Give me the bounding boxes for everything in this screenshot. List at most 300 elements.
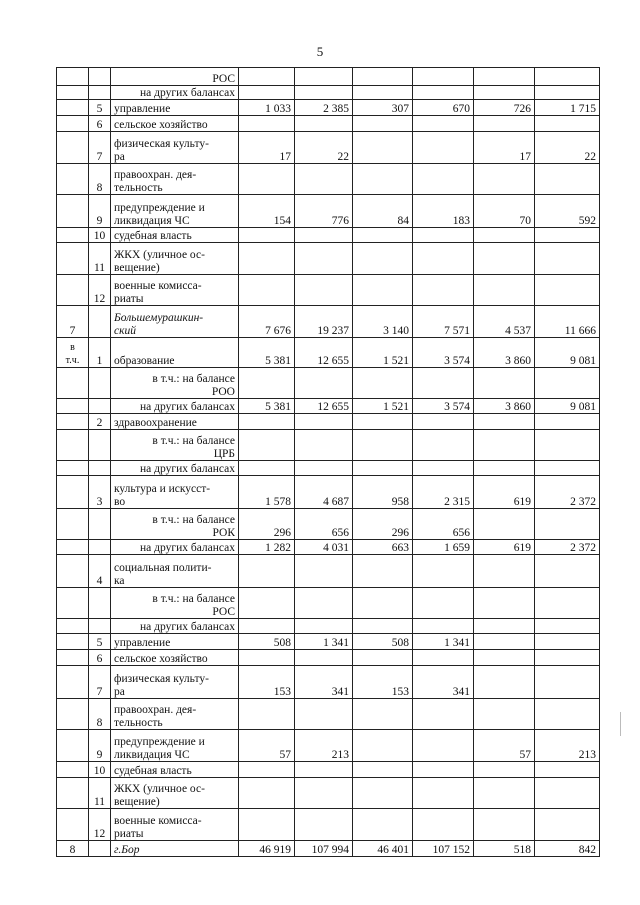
- value-cell: 154: [239, 195, 295, 228]
- table-row: [57, 338, 600, 368]
- row-item-number: 5: [89, 100, 111, 116]
- value-cell: [413, 116, 474, 132]
- value-cell: [295, 588, 353, 619]
- value-cell: [535, 555, 600, 588]
- value-cell: 592: [535, 195, 600, 228]
- value-cell: [295, 809, 353, 841]
- value-cell: 1 282: [239, 540, 295, 555]
- table-row: [57, 414, 600, 430]
- value-cell: [474, 368, 535, 399]
- value-cell: [353, 809, 413, 841]
- value-cell: [413, 68, 474, 86]
- value-cell: 4 687: [295, 476, 353, 509]
- table-row: [57, 762, 600, 778]
- row-item-number: 11: [89, 778, 111, 809]
- row-item-number: [89, 399, 111, 414]
- row-group-number: [57, 634, 89, 650]
- value-cell: 22: [295, 132, 353, 164]
- value-cell: [295, 555, 353, 588]
- value-cell: [474, 430, 535, 461]
- table-row: [57, 730, 600, 762]
- table-row: [57, 116, 600, 132]
- row-item-number: 4: [89, 555, 111, 588]
- value-cell: [353, 619, 413, 634]
- row-group-number: [57, 68, 89, 86]
- value-cell: [353, 762, 413, 778]
- row-group-number: [57, 195, 89, 228]
- value-cell: [535, 275, 600, 306]
- row-item-number: [89, 588, 111, 619]
- value-cell: [474, 243, 535, 275]
- row-label: управление: [111, 100, 239, 116]
- value-cell: 84: [353, 195, 413, 228]
- row-item-number: 8: [89, 699, 111, 730]
- value-cell: 5 381: [239, 338, 295, 368]
- table-row: [57, 243, 600, 275]
- row-item-number: 5: [89, 634, 111, 650]
- value-cell: [413, 588, 474, 619]
- value-cell: 656: [413, 509, 474, 540]
- value-cell: 2 372: [535, 540, 600, 555]
- row-item-number: 1: [89, 338, 111, 368]
- value-cell: [535, 228, 600, 243]
- value-cell: [353, 275, 413, 306]
- value-cell: [535, 243, 600, 275]
- value-cell: [474, 509, 535, 540]
- value-cell: [239, 555, 295, 588]
- row-label: правоохран. дея- тельность: [111, 699, 239, 730]
- value-cell: [295, 430, 353, 461]
- value-cell: [474, 164, 535, 195]
- value-cell: [413, 555, 474, 588]
- row-item-number: 10: [89, 228, 111, 243]
- value-cell: 213: [535, 730, 600, 762]
- row-label: в т.ч.: на балансе РОС: [111, 588, 239, 619]
- value-cell: 3 574: [413, 338, 474, 368]
- value-cell: [239, 461, 295, 476]
- value-cell: [413, 809, 474, 841]
- value-cell: 1 341: [413, 634, 474, 650]
- value-cell: [295, 243, 353, 275]
- value-cell: 1 521: [353, 338, 413, 368]
- row-item-number: 11: [89, 243, 111, 275]
- table-row: [57, 100, 600, 116]
- value-cell: 2 315: [413, 476, 474, 509]
- table-row: [57, 195, 600, 228]
- row-label: физическая культу- ра: [111, 132, 239, 164]
- value-cell: [295, 116, 353, 132]
- value-cell: 17: [474, 132, 535, 164]
- value-cell: 9 081: [535, 338, 600, 368]
- row-label: культура и искусст- во: [111, 476, 239, 509]
- value-cell: 3 860: [474, 399, 535, 414]
- value-cell: 518: [474, 841, 535, 857]
- value-cell: 12 655: [295, 338, 353, 368]
- row-label: ЖКХ (уличное ос- вещение): [111, 778, 239, 809]
- row-label: на других балансах: [111, 399, 239, 414]
- row-group-number: [57, 809, 89, 841]
- row-item-number: [89, 619, 111, 634]
- row-label: на других балансах: [111, 540, 239, 555]
- row-label: военные комисса- риаты: [111, 809, 239, 841]
- row-group-number: [57, 414, 89, 430]
- table-row: [57, 86, 600, 100]
- row-label: г.Бор: [111, 841, 239, 857]
- value-cell: [239, 368, 295, 399]
- value-cell: [239, 243, 295, 275]
- table-row: [57, 430, 600, 461]
- value-cell: [353, 778, 413, 809]
- value-cell: [295, 275, 353, 306]
- value-cell: [295, 619, 353, 634]
- budget-table: [56, 67, 600, 857]
- table-row: [57, 399, 600, 414]
- row-item-number: 2: [89, 414, 111, 430]
- value-cell: [353, 588, 413, 619]
- value-cell: [535, 778, 600, 809]
- value-cell: [239, 414, 295, 430]
- value-cell: [535, 666, 600, 699]
- value-cell: [295, 778, 353, 809]
- value-cell: 4 537: [474, 306, 535, 338]
- value-cell: [474, 619, 535, 634]
- page-number: 5: [316, 44, 324, 59]
- value-cell: 341: [413, 666, 474, 699]
- value-cell: 1 659: [413, 540, 474, 555]
- value-cell: 183: [413, 195, 474, 228]
- value-cell: 4 031: [295, 540, 353, 555]
- value-cell: [413, 762, 474, 778]
- row-item-number: [89, 368, 111, 399]
- value-cell: [413, 778, 474, 809]
- row-label: сельское хозяйство: [111, 116, 239, 132]
- value-cell: [413, 164, 474, 195]
- table-row: [57, 275, 600, 306]
- row-group-number: [57, 699, 89, 730]
- value-cell: [535, 588, 600, 619]
- value-cell: [474, 68, 535, 86]
- value-cell: 57: [474, 730, 535, 762]
- value-cell: [295, 414, 353, 430]
- row-group-number: [57, 116, 89, 132]
- row-item-number: [89, 540, 111, 555]
- row-item-number: 6: [89, 650, 111, 666]
- value-cell: [474, 116, 535, 132]
- row-label: судебная власть: [111, 762, 239, 778]
- value-cell: [353, 650, 413, 666]
- table-row: [57, 68, 600, 86]
- row-group-number: [57, 509, 89, 540]
- row-group-number: [57, 650, 89, 666]
- row-group-number: [57, 430, 89, 461]
- row-group-number: в т.ч.: [57, 338, 89, 368]
- value-cell: 70: [474, 195, 535, 228]
- row-group-number: [57, 540, 89, 555]
- value-cell: [353, 86, 413, 100]
- margin-mark: [620, 712, 621, 736]
- table-row: [57, 699, 600, 730]
- value-cell: [295, 164, 353, 195]
- value-cell: 17: [239, 132, 295, 164]
- table-body: [57, 68, 600, 857]
- value-cell: [474, 414, 535, 430]
- value-cell: [353, 414, 413, 430]
- value-cell: [239, 778, 295, 809]
- value-cell: [535, 634, 600, 650]
- row-label: предупреждение и ликвидация ЧС: [111, 730, 239, 762]
- row-item-number: [89, 68, 111, 86]
- value-cell: [295, 699, 353, 730]
- value-cell: 7 571: [413, 306, 474, 338]
- value-cell: [474, 699, 535, 730]
- table-row: [57, 540, 600, 555]
- value-cell: [413, 132, 474, 164]
- value-cell: [353, 243, 413, 275]
- value-cell: 2 372: [535, 476, 600, 509]
- value-cell: [239, 275, 295, 306]
- row-item-number: 12: [89, 809, 111, 841]
- value-cell: 22: [535, 132, 600, 164]
- row-group-number: [57, 762, 89, 778]
- value-cell: [413, 243, 474, 275]
- value-cell: 11 666: [535, 306, 600, 338]
- row-label: на других балансах: [111, 86, 239, 100]
- row-item-number: 8: [89, 164, 111, 195]
- value-cell: [535, 414, 600, 430]
- value-cell: 619: [474, 540, 535, 555]
- value-cell: [474, 588, 535, 619]
- value-cell: 341: [295, 666, 353, 699]
- row-item-number: 7: [89, 132, 111, 164]
- value-cell: [474, 461, 535, 476]
- value-cell: 57: [239, 730, 295, 762]
- value-cell: [413, 368, 474, 399]
- row-group-number: [57, 666, 89, 699]
- value-cell: 153: [239, 666, 295, 699]
- value-cell: [239, 116, 295, 132]
- row-group-number: [57, 164, 89, 195]
- row-label: здравоохранение: [111, 414, 239, 430]
- value-cell: [239, 86, 295, 100]
- value-cell: [353, 699, 413, 730]
- row-label: правоохран. дея- тельность: [111, 164, 239, 195]
- value-cell: [239, 228, 295, 243]
- value-cell: [353, 461, 413, 476]
- value-cell: [535, 619, 600, 634]
- value-cell: [474, 778, 535, 809]
- value-cell: [239, 588, 295, 619]
- row-label: в т.ч.: на балансе ЦРБ: [111, 430, 239, 461]
- value-cell: [413, 619, 474, 634]
- value-cell: [353, 730, 413, 762]
- row-group-number: [57, 275, 89, 306]
- table-row: [57, 228, 600, 243]
- table-row: [57, 509, 600, 540]
- table-row: [57, 476, 600, 509]
- value-cell: [295, 762, 353, 778]
- row-group-number: [57, 778, 89, 809]
- value-cell: 153: [353, 666, 413, 699]
- value-cell: [353, 164, 413, 195]
- row-label: в т.ч.: на балансе РОК: [111, 509, 239, 540]
- value-cell: [535, 650, 600, 666]
- value-cell: 1 578: [239, 476, 295, 509]
- value-cell: [535, 430, 600, 461]
- value-cell: 1 521: [353, 399, 413, 414]
- value-cell: [535, 116, 600, 132]
- value-cell: [535, 368, 600, 399]
- row-group-number: [57, 399, 89, 414]
- value-cell: [353, 132, 413, 164]
- table-row: [57, 368, 600, 399]
- row-label: судебная власть: [111, 228, 239, 243]
- row-item-number: 10: [89, 762, 111, 778]
- row-item-number: [89, 430, 111, 461]
- value-cell: 619: [474, 476, 535, 509]
- value-cell: [535, 809, 600, 841]
- row-label: на других балансах: [111, 461, 239, 476]
- value-cell: [535, 86, 600, 100]
- row-label: РОС: [111, 68, 239, 86]
- value-cell: [413, 461, 474, 476]
- value-cell: [413, 86, 474, 100]
- value-cell: [535, 762, 600, 778]
- row-item-number: [89, 509, 111, 540]
- value-cell: [239, 762, 295, 778]
- value-cell: 656: [295, 509, 353, 540]
- value-cell: 107 994: [295, 841, 353, 857]
- row-label: в т.ч.: на балансе РОО: [111, 368, 239, 399]
- value-cell: [353, 430, 413, 461]
- value-cell: 1 341: [295, 634, 353, 650]
- table-row: [57, 778, 600, 809]
- table-row: [57, 841, 600, 857]
- row-group-number: [57, 368, 89, 399]
- row-item-number: 12: [89, 275, 111, 306]
- value-cell: 213: [295, 730, 353, 762]
- value-cell: [535, 68, 600, 86]
- value-cell: 3 574: [413, 399, 474, 414]
- value-cell: 842: [535, 841, 600, 857]
- table-row: [57, 619, 600, 634]
- value-cell: 296: [353, 509, 413, 540]
- table-row: [57, 306, 600, 338]
- row-item-number: [89, 461, 111, 476]
- row-item-number: 6: [89, 116, 111, 132]
- table-row: [57, 634, 600, 650]
- row-item-number: [89, 306, 111, 338]
- value-cell: 7 676: [239, 306, 295, 338]
- value-cell: 670: [413, 100, 474, 116]
- value-cell: [535, 164, 600, 195]
- table-row: [57, 666, 600, 699]
- value-cell: [353, 228, 413, 243]
- value-cell: 12 655: [295, 399, 353, 414]
- value-cell: [474, 650, 535, 666]
- row-label: военные комисса- риаты: [111, 275, 239, 306]
- value-cell: [413, 275, 474, 306]
- value-cell: 3 140: [353, 306, 413, 338]
- table-row: [57, 650, 600, 666]
- value-cell: 663: [353, 540, 413, 555]
- row-group-number: [57, 100, 89, 116]
- table-row: [57, 588, 600, 619]
- row-group-number: [57, 228, 89, 243]
- value-cell: [239, 650, 295, 666]
- row-label: управление: [111, 634, 239, 650]
- value-cell: [239, 430, 295, 461]
- row-label: предупреждение и ликвидация ЧС: [111, 195, 239, 228]
- value-cell: 46 401: [353, 841, 413, 857]
- value-cell: 958: [353, 476, 413, 509]
- row-group-number: [57, 86, 89, 100]
- row-label: образование: [111, 338, 239, 368]
- table-row: [57, 461, 600, 476]
- row-item-number: [89, 86, 111, 100]
- value-cell: 726: [474, 100, 535, 116]
- value-cell: [295, 461, 353, 476]
- value-cell: [239, 809, 295, 841]
- value-cell: [239, 164, 295, 195]
- row-item-number: 9: [89, 730, 111, 762]
- value-cell: [413, 650, 474, 666]
- value-cell: 1 033: [239, 100, 295, 116]
- value-cell: [295, 228, 353, 243]
- value-cell: [474, 86, 535, 100]
- value-cell: [535, 699, 600, 730]
- value-cell: 2 385: [295, 100, 353, 116]
- row-group-number: [57, 132, 89, 164]
- value-cell: 3 860: [474, 338, 535, 368]
- value-cell: 508: [239, 634, 295, 650]
- row-label: на других балансах: [111, 619, 239, 634]
- table-row: [57, 809, 600, 841]
- value-cell: [295, 68, 353, 86]
- row-label: Большемурашкин- ский: [111, 306, 239, 338]
- value-cell: [239, 699, 295, 730]
- value-cell: [474, 555, 535, 588]
- value-cell: [474, 275, 535, 306]
- value-cell: [295, 368, 353, 399]
- row-group-number: [57, 619, 89, 634]
- value-cell: [239, 619, 295, 634]
- value-cell: [353, 555, 413, 588]
- row-group-number: [57, 555, 89, 588]
- value-cell: 1 715: [535, 100, 600, 116]
- value-cell: [413, 228, 474, 243]
- row-item-number: 3: [89, 476, 111, 509]
- row-group-number: [57, 588, 89, 619]
- table-row: [57, 132, 600, 164]
- value-cell: [474, 634, 535, 650]
- value-cell: [353, 368, 413, 399]
- value-cell: 508: [353, 634, 413, 650]
- value-cell: 46 919: [239, 841, 295, 857]
- value-cell: [413, 414, 474, 430]
- row-group-number: [57, 243, 89, 275]
- row-label: физическая культу- ра: [111, 666, 239, 699]
- value-cell: [474, 809, 535, 841]
- row-item-number: 7: [89, 666, 111, 699]
- value-cell: [535, 509, 600, 540]
- value-cell: 19 237: [295, 306, 353, 338]
- row-label: ЖКХ (уличное ос- вещение): [111, 243, 239, 275]
- value-cell: [295, 650, 353, 666]
- row-item-number: [89, 841, 111, 857]
- value-cell: [474, 666, 535, 699]
- table-row: [57, 164, 600, 195]
- value-cell: [353, 68, 413, 86]
